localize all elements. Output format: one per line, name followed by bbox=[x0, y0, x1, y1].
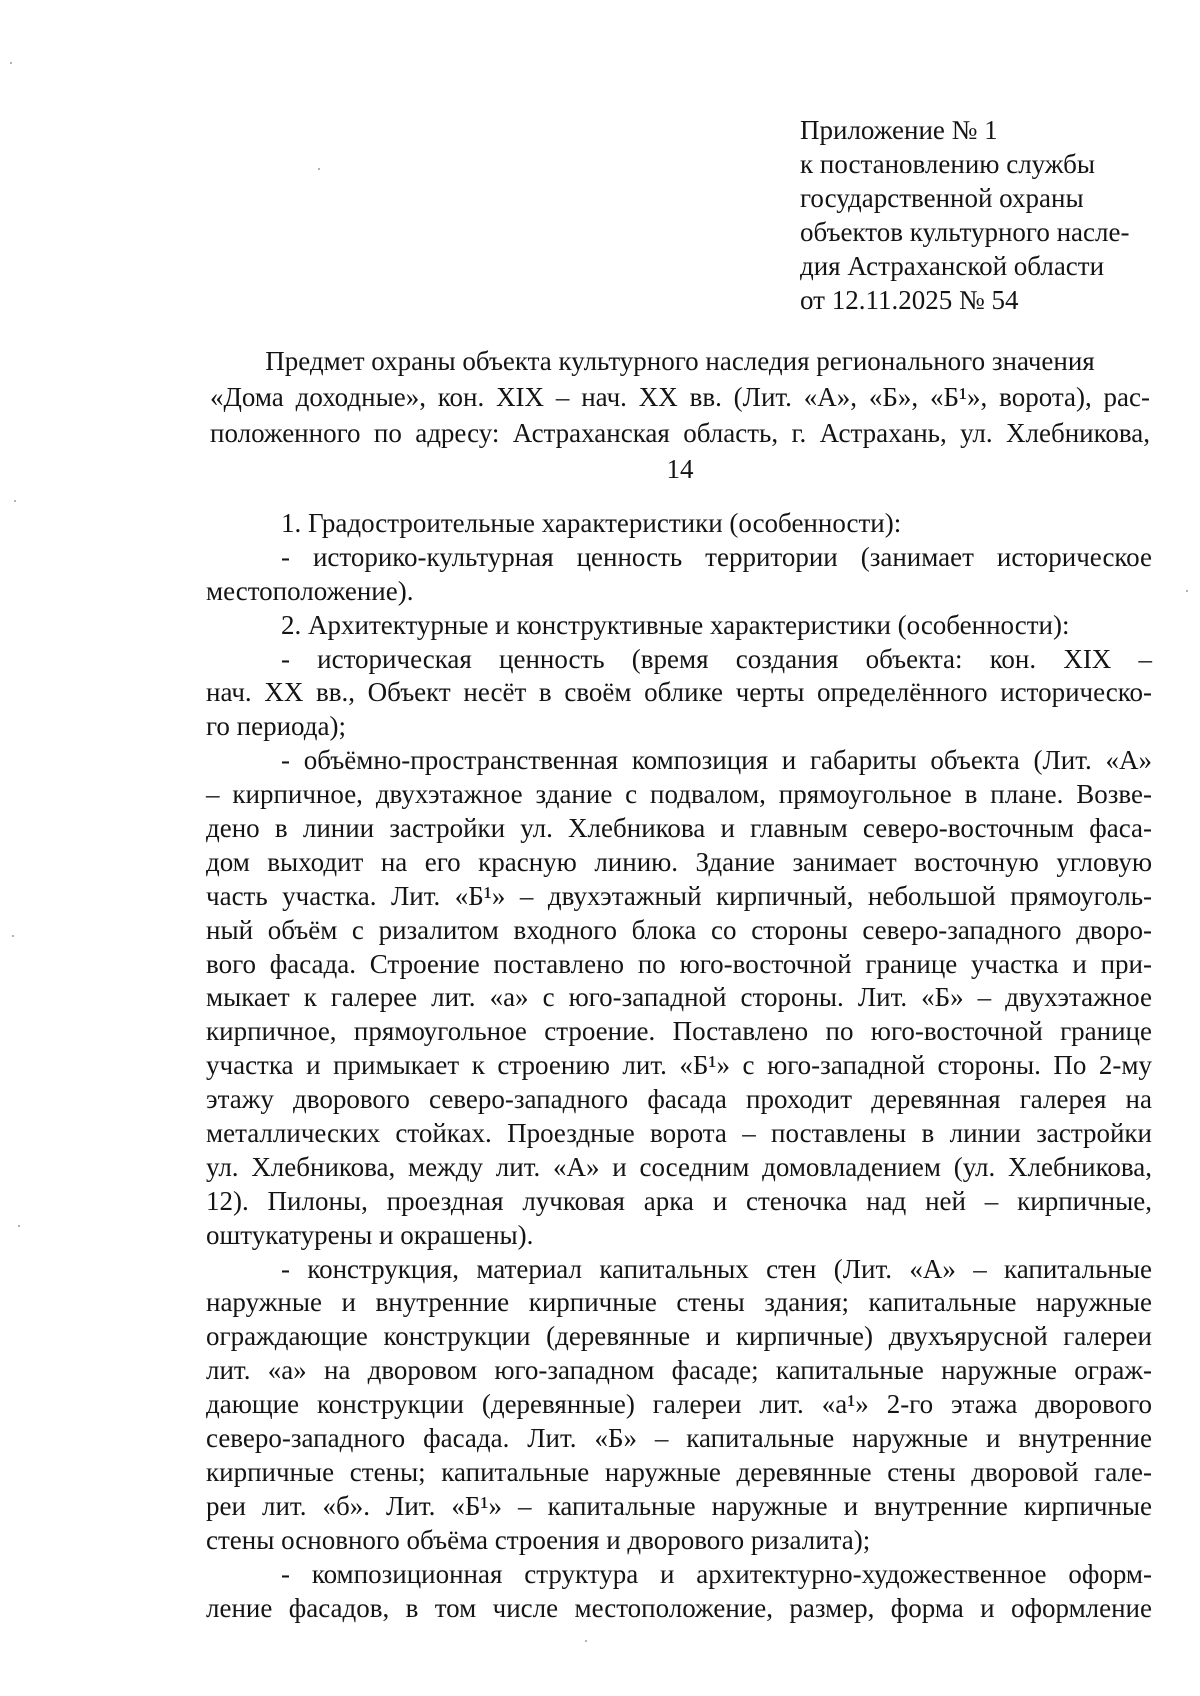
heading-line: положенного по адресу: Астраханская область, г. Астрахань, ул. Хлебникова, bbox=[210, 418, 1150, 448]
scan-speck bbox=[14, 500, 16, 502]
body-line: 2. Архитектурные и конструктивные характеристики (особенности): bbox=[281, 609, 1070, 640]
body-line: ление фасадов, в том числе местоположение, размер, форма и оформление bbox=[206, 1592, 1152, 1623]
body-line: стены основного объёма строения и дворового ризалита); bbox=[206, 1524, 871, 1555]
document-heading bbox=[210, 343, 1150, 487]
scan-speck bbox=[1186, 590, 1188, 592]
body-line: этажу дворового северо-западного фасада проходит деревянная галерея на bbox=[206, 1084, 1152, 1115]
scan-speck bbox=[585, 1640, 587, 1642]
scan-speck bbox=[18, 1225, 20, 1227]
body-line: ограждающие конструкции (деревянные и кирпичные) двухъярусной галереи bbox=[206, 1321, 1152, 1352]
heading-line: «Дома доходные», кон. XIX – нач. XX вв. (Лит. «А», «Б», «Б¹», ворота), рас- bbox=[210, 382, 1150, 412]
body-line: 1. Градостроительные характеристики (особенности): bbox=[281, 508, 902, 538]
body-line: кирпичные стены; капитальные наружные деревянные стены дворовой гале- bbox=[206, 1456, 1152, 1487]
body-line: мыкает к галерее лит. «а» с юго-западной стороны. Лит. «Б» – двухэтажное bbox=[206, 982, 1152, 1013]
annex-block bbox=[800, 113, 1180, 317]
scan-speck bbox=[10, 62, 12, 64]
heading-line: 14 bbox=[666, 454, 694, 484]
body-line: - историко-культурная ценность территории (занимает историческое bbox=[281, 541, 1152, 572]
annex-line: к постановлению службы bbox=[800, 149, 1095, 179]
scan-speck bbox=[318, 168, 320, 170]
body-line: ный объём с ризалитом входного блока со стороны северо-западного дворо- bbox=[206, 914, 1152, 945]
annex-line: государственной охраны bbox=[800, 183, 1084, 213]
body-line: - конструкция, материал капитальных стен (Лит. «А» – капитальные bbox=[281, 1253, 1152, 1284]
body-line: кирпичное, прямоугольное строение. Поставлено по юго-восточной границе bbox=[206, 1016, 1152, 1047]
body-line: дено в линии застройки ул. Хлебникова и главным северо-восточным фаса- bbox=[206, 813, 1152, 844]
body-line: наружные и внутренние кирпичные стены здания; капитальные наружные bbox=[206, 1287, 1152, 1318]
body-line: нач. XX вв., Объект несёт в своём облике черты определённого историческо- bbox=[206, 677, 1152, 708]
annex-line: от 12.11.2025 № 54 bbox=[800, 285, 1019, 315]
body-line: металлических стойках. Проездные ворота – поставлены в линии застройки bbox=[206, 1118, 1152, 1149]
body-line: - композиционная структура и архитектурно-художественное оформ- bbox=[281, 1558, 1152, 1589]
heading-line: Предмет охраны объекта культурного наследия регионального значения bbox=[265, 346, 1095, 376]
body-line: вого фасада. Строение поставлено по юго-восточной границе участка и при- bbox=[206, 948, 1152, 979]
body-line: 12). Пилоны, проездная лучковая арка и стеночка над ней – кирпичные, bbox=[206, 1185, 1152, 1216]
annex-line: объектов культурного насле- bbox=[800, 217, 1130, 247]
body-line: ул. Хлебникова, между лит. «А» и соседним домовладением (ул. Хлебникова, bbox=[206, 1151, 1152, 1182]
body-line: участка и примыкает к строению лит. «Б¹» с юго-западной стороны. По 2-му bbox=[206, 1050, 1152, 1081]
body-line: - объёмно-пространственная композиция и габариты объекта (Лит. «А» bbox=[281, 745, 1152, 776]
body-line: дающие конструкции (деревянные) галереи лит. «а¹» 2-го этажа дворового bbox=[206, 1389, 1152, 1420]
scan-speck bbox=[12, 935, 14, 937]
document-body bbox=[206, 507, 1152, 1625]
body-line: часть участка. Лит. «Б¹» – двухэтажный кирпичный, небольшой прямоуголь- bbox=[206, 880, 1152, 911]
body-line: лит. «а» на дворовом юго-западном фасаде; капитальные наружные ограж- bbox=[206, 1355, 1152, 1386]
body-line: дом выходит на его красную линию. Здание занимает восточную угловую bbox=[206, 846, 1152, 877]
body-line: го периода); bbox=[206, 711, 346, 742]
body-line: местоположение). bbox=[206, 575, 414, 606]
body-line: реи лит. «б». Лит. «Б¹» – капитальные наружные и внутренние кирпичные bbox=[206, 1490, 1152, 1521]
body-line: оштукатурены и окрашены). bbox=[206, 1219, 534, 1250]
annex-line: дия Астраханской области bbox=[800, 251, 1105, 281]
body-line: северо-западного фасада. Лит. «Б» – капитальные наружные и внутренние bbox=[206, 1423, 1152, 1454]
annex-line: Приложение № 1 bbox=[800, 115, 998, 145]
body-line: – кирпичное, двухэтажное здание с подвалом, прямоугольное в плане. Возве- bbox=[206, 779, 1152, 810]
body-line: - историческая ценность (время создания объекта: кон. XIX – bbox=[281, 643, 1152, 674]
